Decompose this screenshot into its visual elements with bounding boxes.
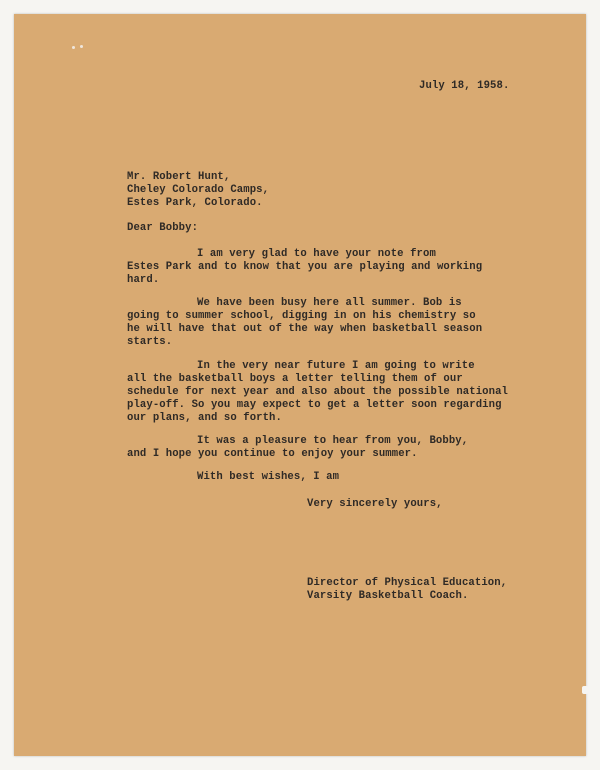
paragraph-2-line: going to summer school, digging in on his chemistry so: [127, 310, 476, 322]
signature-title: Varsity Basketball Coach.: [307, 590, 469, 602]
letter-date: July 18, 1958.: [419, 80, 510, 92]
paragraph-2-line: he will have that out of the way when basketball season: [127, 323, 483, 335]
paragraph-3-line: our plans, and so forth.: [127, 412, 282, 424]
salutation: Dear Bobby:: [127, 222, 199, 234]
recipient-organization: Cheley Colorado Camps,: [127, 184, 270, 196]
paragraph-2-line: We have been busy here all summer. Bob is: [197, 297, 462, 309]
recipient-location: Estes Park, Colorado.: [127, 197, 263, 209]
closing-wishes: With best wishes, I am: [197, 471, 340, 483]
recipient-name: Mr. Robert Hunt,: [127, 171, 231, 183]
paragraph-1-line: Estes Park and to know that you are playing and working: [127, 261, 483, 273]
letter-page: [14, 14, 586, 756]
paper-edge-notch: [582, 686, 588, 694]
paragraph-3-line: all the basketball boys a letter telling them of our: [127, 373, 463, 385]
paragraph-1-line: I am very glad to have your note from: [197, 248, 436, 260]
paragraph-4-line: and I hope you continue to enjoy your summer.: [127, 448, 418, 460]
paper-mark: [80, 45, 83, 48]
paper-mark: [72, 46, 75, 49]
paragraph-3-line: play-off. So you may expect to get a letter soon regarding: [127, 399, 502, 411]
paragraph-2-line: starts.: [127, 336, 173, 348]
signature-title: Director of Physical Education,: [307, 577, 508, 589]
closing: Very sincerely yours,: [307, 498, 443, 510]
paragraph-4-line: It was a pleasure to hear from you, Bobby,: [197, 435, 469, 447]
paragraph-1-line: hard.: [127, 274, 160, 286]
paragraph-3-line: In the very near future I am going to write: [197, 360, 475, 372]
paragraph-3-line: schedule for next year and also about the possible national: [127, 386, 508, 398]
